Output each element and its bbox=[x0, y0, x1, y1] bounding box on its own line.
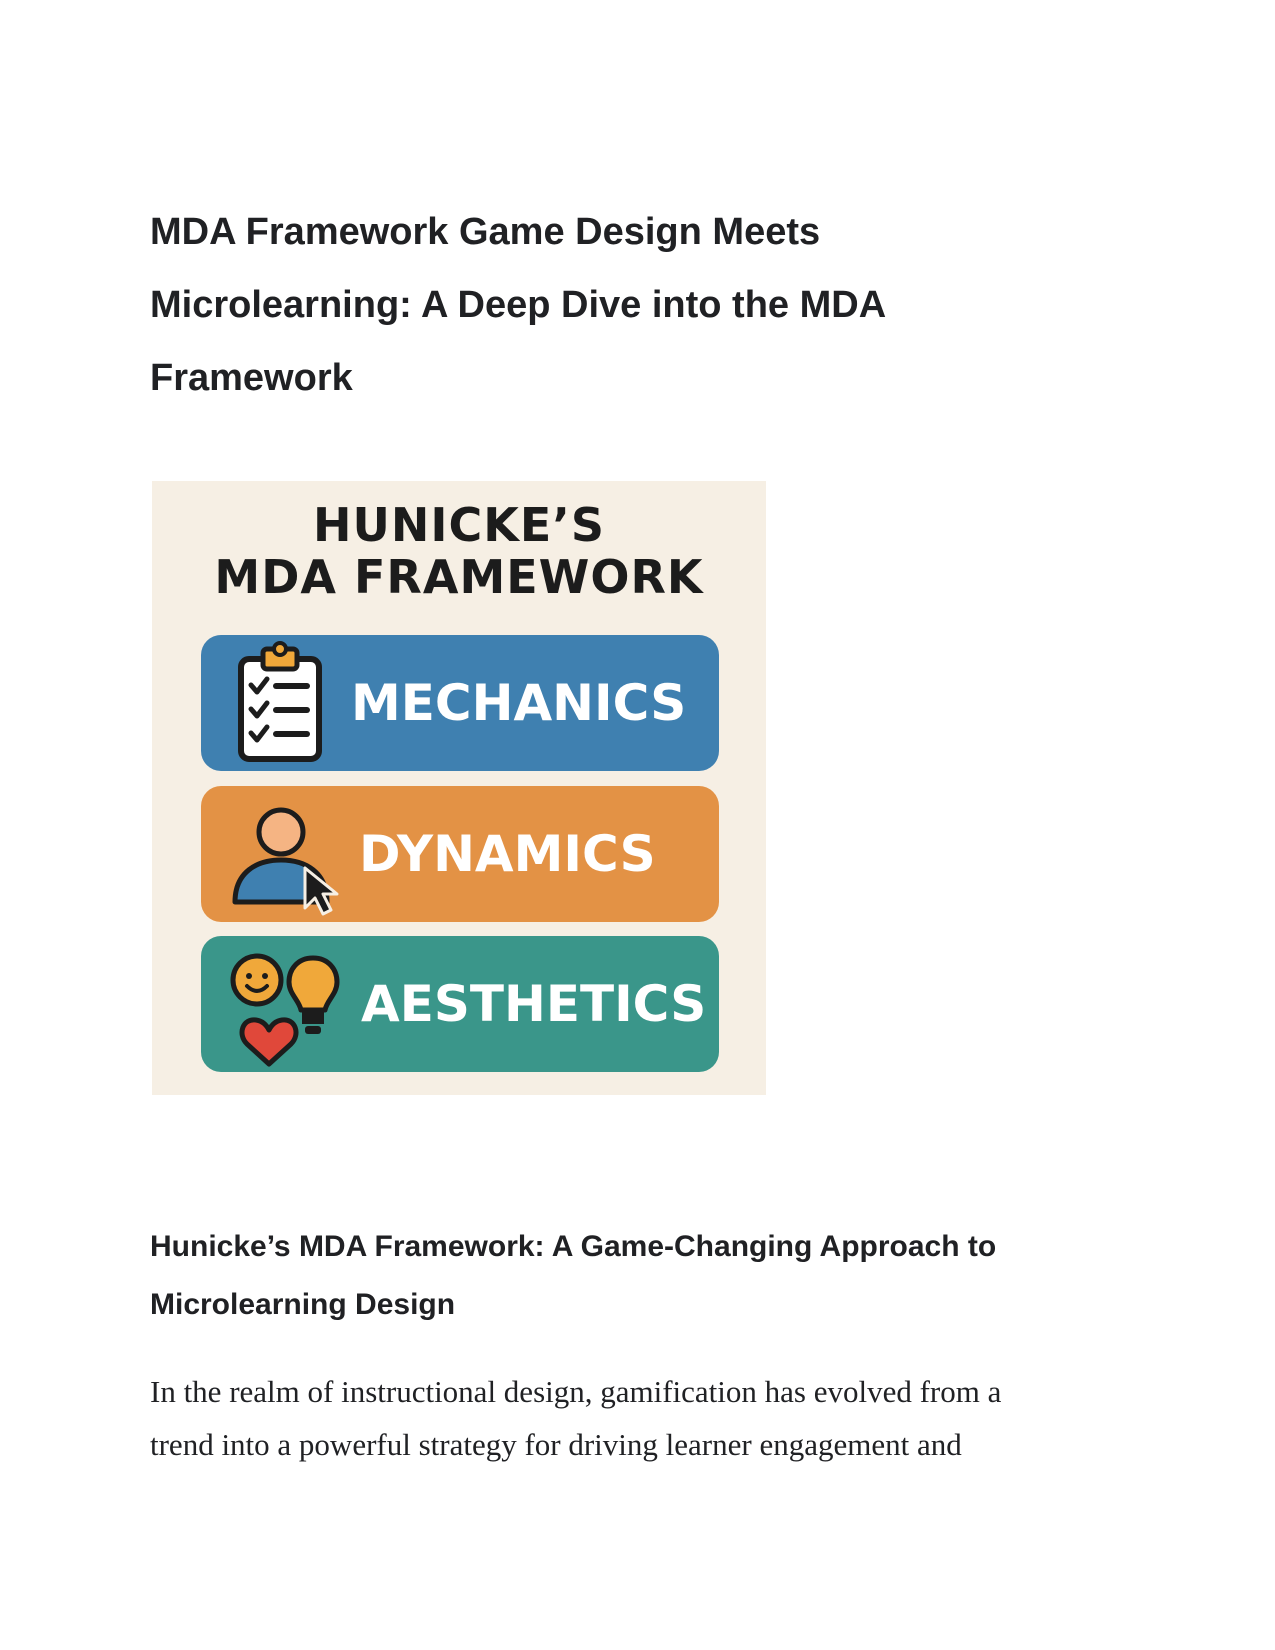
mechanics-label: MECHANICS bbox=[351, 674, 687, 732]
clipboard-checklist-icon bbox=[221, 639, 351, 769]
smiley-heart-lightbulb-icon bbox=[221, 940, 351, 1070]
page-title-line-1: MDA Framework Game Design Meets bbox=[150, 211, 821, 253]
aesthetics-band bbox=[201, 936, 719, 1072]
infographic-title-line-1: HUNICKE’S bbox=[313, 498, 605, 552]
section-heading bbox=[150, 1218, 1130, 1334]
infographic-title bbox=[152, 499, 766, 603]
dynamics-band bbox=[201, 786, 719, 922]
infographic-title-line-2: MDA FRAMEWORK bbox=[214, 550, 704, 604]
body-paragraph bbox=[150, 1365, 1130, 1471]
dynamics-label: DYNAMICS bbox=[359, 825, 656, 883]
user-cursor-icon bbox=[221, 790, 351, 920]
body-line-1: In the realm of instructional design, gamification has evolved from a bbox=[150, 1374, 1002, 1409]
body-line-2: trend into a powerful strategy for driving learner engagement and bbox=[150, 1427, 962, 1462]
aesthetics-label: AESTHETICS bbox=[361, 975, 707, 1033]
section-heading-line-1: Hunicke’s MDA Framework: A Game-Changing Approach to bbox=[150, 1230, 997, 1263]
page-title bbox=[150, 196, 1050, 415]
page-title-line-2: Microlearning: A Deep Dive into the MDA bbox=[150, 284, 887, 326]
mda-infographic-image bbox=[152, 481, 766, 1095]
section-heading-line-2: Microlearning Design bbox=[150, 1288, 456, 1321]
page-title-line-3: Framework bbox=[150, 357, 353, 399]
mechanics-band bbox=[201, 635, 719, 771]
